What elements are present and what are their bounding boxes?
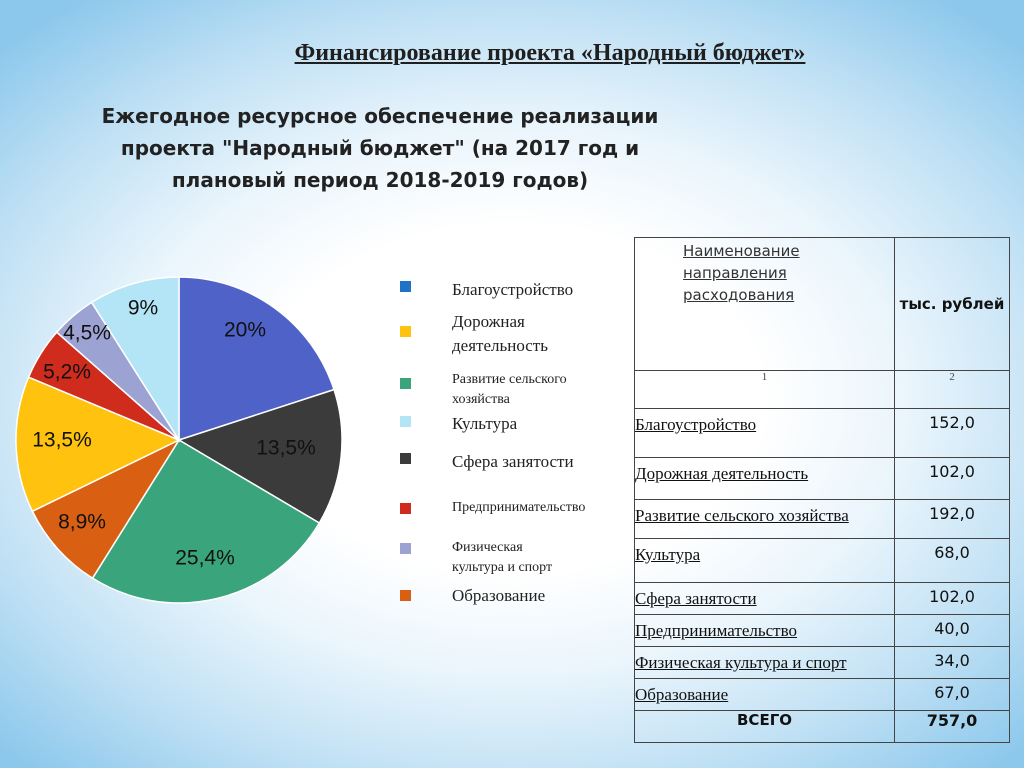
legend-label: Образование <box>452 586 546 605</box>
row-name: Развитие сельского хозяйства <box>635 500 895 539</box>
pie-slice-label: 13,5% <box>32 428 92 452</box>
legend-swatch <box>400 378 411 389</box>
pie-chart <box>0 260 360 620</box>
row-value: 34,0 <box>895 647 1010 679</box>
legend-label: Физическая культура и спорт <box>452 540 553 575</box>
legend-label: Развитие сельского хозяйства <box>452 372 567 407</box>
chart-legend <box>396 270 631 620</box>
slide-title: Финансирование проекта «Народный бюджет» <box>294 40 806 66</box>
legend-label: Предпринимательство <box>452 500 586 515</box>
legend-swatch <box>400 416 411 427</box>
pie-slice-label: 8,9% <box>58 510 106 534</box>
index-cell: 2 <box>895 371 1010 409</box>
legend-label: Сфера занятости <box>452 452 574 471</box>
row-value: 102,0 <box>895 583 1010 615</box>
header-name-line: расходования <box>683 286 795 304</box>
table-row <box>635 539 1010 583</box>
legend-swatch <box>400 326 411 337</box>
row-name: Сфера занятости <box>635 583 895 615</box>
header-name-line: Наименование <box>683 242 800 260</box>
chart-title-line: проекта "Народный бюджет" (на 2017 год и <box>120 136 640 160</box>
row-value: 68,0 <box>895 539 1010 583</box>
header-name-line: направления <box>683 264 787 282</box>
total-value: 757,0 <box>895 711 1010 743</box>
legend-label: Благоустройство <box>452 280 574 299</box>
row-name: Предпринимательство <box>635 615 895 647</box>
row-value: 152,0 <box>895 409 1010 458</box>
legend-label: Дорожная деятельность <box>452 312 548 355</box>
legend-swatch <box>400 281 411 292</box>
table-row <box>635 679 1010 711</box>
table-total-row <box>635 711 1010 743</box>
header-unit-cell: тыс. рублей <box>895 238 1010 371</box>
row-value: 192,0 <box>895 500 1010 539</box>
table-index-row <box>635 371 1010 409</box>
budget-table <box>634 237 1010 743</box>
index-cell: 1 <box>635 371 895 409</box>
row-name: Образование <box>635 679 895 711</box>
row-name: Дорожная деятельность <box>635 458 895 500</box>
pie-slice-label: 4,5% <box>63 321 111 345</box>
row-name: Физическая культура и спорт <box>635 647 895 679</box>
total-label: ВСЕГО <box>635 711 895 743</box>
header-name-cell <box>635 238 895 371</box>
row-name: Культура <box>635 539 895 583</box>
chart-title-line: Ежегодное ресурсное обеспечение реализации <box>101 104 659 128</box>
pie-slice-label: 9% <box>127 296 159 320</box>
pie-slice-label: 5,2% <box>43 360 91 384</box>
table-row <box>635 458 1010 500</box>
table-row <box>635 500 1010 539</box>
table-row <box>635 615 1010 647</box>
legend-swatch <box>400 453 411 464</box>
pie-slice-label: 13,5% <box>256 436 316 460</box>
chart-title <box>60 100 700 196</box>
row-value: 40,0 <box>895 615 1010 647</box>
pie-slice-label: 25,4% <box>175 546 235 570</box>
pie-slice-label: 20% <box>223 318 267 342</box>
table-row <box>635 409 1010 458</box>
chart-title-line: плановый период 2018-2019 годов) <box>171 168 589 192</box>
table-row <box>635 647 1010 679</box>
legend-label: Культура <box>452 414 518 433</box>
table-row <box>635 583 1010 615</box>
row-value: 67,0 <box>895 679 1010 711</box>
legend-swatch <box>400 590 411 601</box>
table-header-row <box>635 238 1010 371</box>
row-name: Благоустройство <box>635 409 895 458</box>
legend-swatch <box>400 543 411 554</box>
row-value: 102,0 <box>895 458 1010 500</box>
legend-swatch <box>400 503 411 514</box>
